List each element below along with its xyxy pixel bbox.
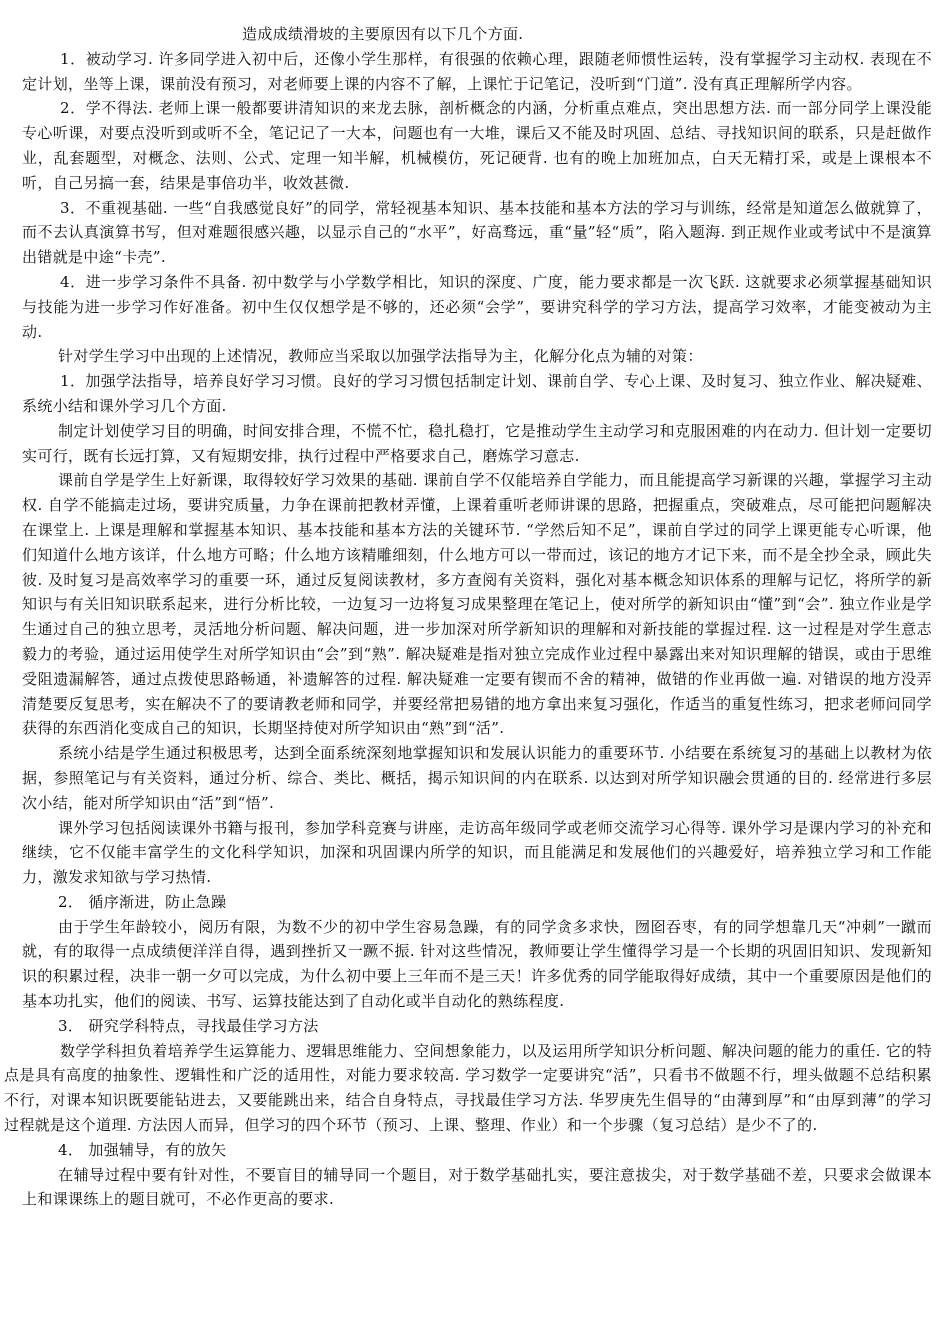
subject-features-paragraph: 数学学科担负着培养学生运算能力、逻辑思维能力、空间想象能力，以及运用所学知识分析问题、解决问题的能力的重任. 它的特点是具有高度的抽象性、逻辑性和广泛的适用性，对能力要求较高. 学习数学一定要讲究“活”，只看书不做题不行，埋头做题不总结积累不行，对课本知识既要能钻进去，又要能跳出来，结合自身特点，寻找最佳学习方法. 华罗庚先生倡导的“由薄到厚”和“由厚到薄”的学习过程就是这个道理. 方法因人而异，但学习的四个环节（预习、上课、整理、作业）和一个步骤（复习总结）是少不了的.: [4, 1041, 932, 1135]
reason-4-paragraph: 4．进一步学习条件不具备. 初中数学与小学数学相比，知识的深度、广度，能力要求都是一次飞跃. 这就要求必须掌握基础知识与技能为进一步学习作好准备。初中生仅仅想学是不够的，还必须“会学”，要讲究科学的学习方法，提高学习效率，才能变被动为主动.: [22, 272, 932, 341]
measure-2-heading: 2． 循序渐进，防止急躁: [58, 892, 227, 911]
planning-paragraph: 制定计划使学习目的明确，时间安排合理，不慌不忙，稳扎稳打，它是推动学生主动学习和克服困难的内在动力. 但计划一定要切实可行，既有长远打算，又有短期安排，执行过程中严格要求自己，磨炼学习意志.: [22, 421, 932, 465]
measure-3-heading: 3． 研究学科特点，寻找最佳学习方法: [58, 1016, 319, 1035]
measure-1-heading-paragraph: 1．加强学法指导，培养良好学习习惯。良好的学习习惯包括制定计划、课前自学、专心上课、及时复习、独立作业、解决疑难、系统小结和课外学习几个方面.: [22, 372, 932, 415]
tutoring-paragraph: 在辅导过程中要有针对性，不要盲目的辅导同一个题目，对于数学基础扎实，要注意拔尖，对于数学基础不差，只要求会做课本上和课课练上的题目就可，不必作更高的要求.: [22, 1165, 932, 1209]
gradual-progress-paragraph: 由于学生年龄较小，阅历有限，为数不少的初中学生容易急躁，有的同学贪多求快，囫囵吞枣，有的同学想靠几天“冲刺”一蹴而就，有的取得一点成绩便洋洋自得，遇到挫折又一蹶不振. 针对这些情况，教师要让学生懂得学习是一个长期的巩固旧知识、发现新知识的积累过程，决非一朝一夕可以完成，为什么初中要上三年而不是三天！许多优秀的同学能取得好成绩，其中一个重要原因是他们的基本功扎实，他们的阅读、书写、运算技能达到了自动化或半自动化的熟练程度.: [22, 917, 932, 1011]
reason-2-paragraph: 2．学不得法. 老师上课一般都要讲清知识的来龙去脉，剖析概念的内涵，分析重点难点，突出思想方法. 而一部分同学上课没能专心听课，对要点没听到或听不全，笔记记了一大本，问题也有一大堆，课后又不能及时巩固、总结、寻找知识间的联系，只是赶做作业，乱套题型，对概念、法则、公式、定理一知半解，机械模仿，死记硬背. 也有的晚上加班加点，白天无精打采，或是上课根本不听，自己另搞一套，结果是事倍功半，收效甚微.: [22, 99, 932, 192]
section-title: 造成成绩滑坡的主要原因有以下几个方面.: [242, 25, 524, 43]
measure-4-heading: 4． 加强辅导，有的放矢: [58, 1140, 227, 1159]
preview-and-review-paragraph: 课前自学是学生上好新课，取得较好学习效果的基础. 课前自学不仅能培养自学能力，而且能提高学习新课的兴趣，掌握学习主动权. 自学不能搞走过场，要讲究质量，力争在课前把教材弄懂，上课着重听老师讲课的思路，把握重点，突破难点，尽可能把问题解决在课堂上. 上课是理解和掌握基本知识、基本技能和基本方法的关键环节. “学然后知不足”，课前自学过的同学上课更能专心听课，他们知道什么地方该详，什么地方可略；什么地方该精雕细刻，什么地方可以一带而过，该记的地方才记下来，而不是全抄全录，顾此失彼. 及时复习是高效率学习的重要一环，通过反复阅读教材，多方查阅有关资料，强化对基本概念知识体系的理解与记忆，将所学的新知识与有关旧知识联系起来，进行分析比较，一边复习一边将复习成果整理在笔记上，使对所学的新知识由“懂”到“会”. 独立作业是学生通过自己的独立思考，灵活地分析问题、解决问题，进一步加深对所学新知识的理解和对新技能的掌握过程. 这一过程是对学生意志毅力的考验，通过运用使学生对所学知识由“会”到“熟”. 解决疑难是指对独立完成作业过程中暴露出来对知识理解的错误，或由于思维受阻遗漏解答，通过点拨使思路畅通，补遗解答的过程. 解决疑难一定要有锲而不舍的精神，做错的作业再做一遍. 对错误的地方没弄清楚要反复思考，实在解决不了的要请教老师和同学，并要经常把易错的地方拿出来复习强化，作适当的重复性练习，把求老师问同学获得的东西消化变成自己的知识，长期坚持使对所学知识由“熟”到“活”.: [22, 471, 932, 738]
summary-paragraph: 系统小结是学生通过积极思考，达到全面系统深刻地掌握知识和发展认识能力的重要环节. 小结要在系统复习的基础上以教材为依据，参照笔记与有关资料，通过分析、综合、类比、概括，揭示知识间的内在联系. 以达到对所学知识融会贯通的目的. 经常进行多层次小结，能对所学知识由“活”到“悟”.: [22, 744, 932, 812]
countermeasure-intro-paragraph: 针对学生学习中出现的上述情况，教师应当采取以加强学法指导为主，化解分化点为辅的对策：: [58, 347, 703, 366]
reason-1-paragraph: 1．被动学习. 许多同学进入初中后，还像小学生那样，有很强的依赖心理，跟随老师惯性运转，没有掌握学习主动权. 表现在不定计划，坐等上课，课前没有预习，对老师要上课的内容不了解，上课忙于记笔记，没听到“门道”. 没有真正理解所学内容。: [22, 49, 932, 93]
reason-3-paragraph: 3．不重视基础. 一些“自我感觉良好”的同学，常轻视基本知识、基本技能和基本方法的学习与训练，经常是知道怎么做就算了，而不去认真演算书写，但对难题很感兴趣，以显示自己的“水平”，好高骛远，重“量”轻“质”，陷入题海. 到正规作业或考试中不是演算出错就是中途“卡壳”.: [22, 198, 932, 267]
extracurricular-paragraph: 课外学习包括阅读课外书籍与报刊，参加学科竞赛与讲座，走访高年级同学或老师交流学习心得等. 课外学习是课内学习的补充和继续，它不仅能丰富学生的文化科学知识，加深和巩固课内所学的知识，而且能满足和发展他们的兴趣爱好，培养独立学习和工作能力，激发求知欲与学习热情.: [22, 818, 932, 887]
